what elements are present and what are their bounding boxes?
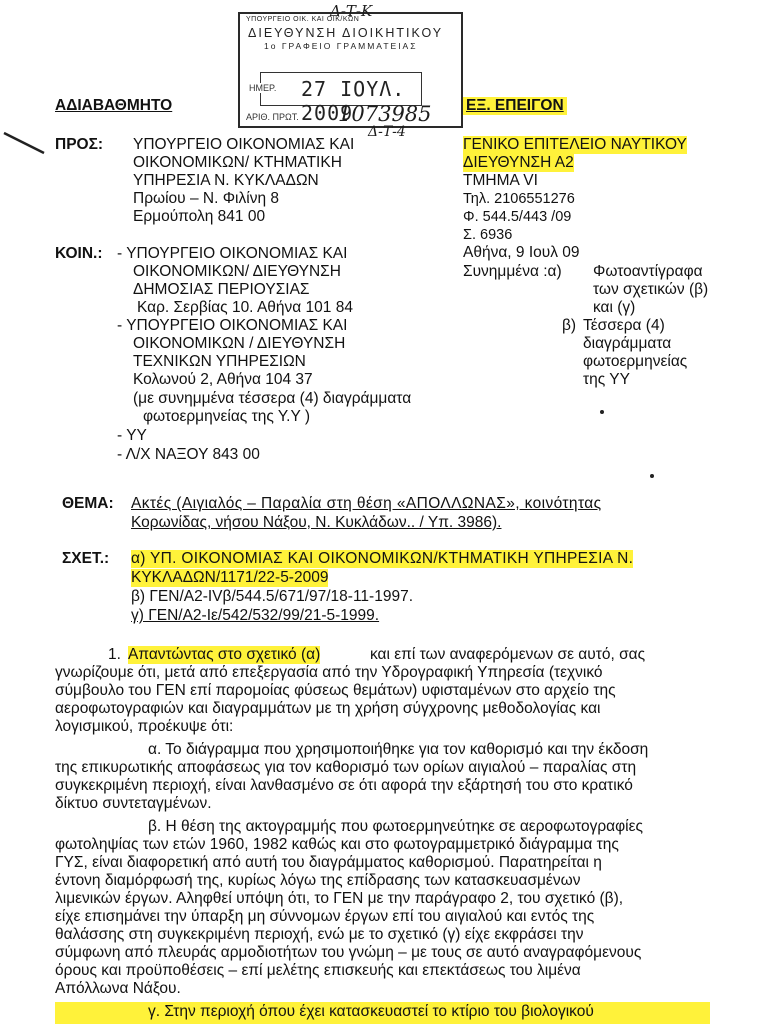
scan-speck (600, 410, 604, 414)
sender-date: Αθήνα, 9 Ιουλ 09 (463, 244, 580, 261)
attachment-b: Τέσσερα (4) (583, 317, 665, 334)
cc-line: - Λ/Χ ΝΑΞΟΥ 843 00 (117, 446, 260, 463)
cc-line: ΔΗΜΟΣΙΑΣ ΠΕΡΙΟΥΣΙΑΣ (133, 281, 310, 298)
paragraph-b-line: είχε επισημάνει την ύπαρξη μη σύννομων έργων επί του αιγιαλού και εντός της (55, 908, 595, 925)
sender-directorate: ΔΙΕΥΘΥΝΣΗ Α2 (463, 154, 574, 171)
cc-line: - ΥΠΟΥΡΓΕΙΟ ΟΙΚΟΝΟΜΙΑΣ ΚΑΙ (117, 245, 348, 262)
paragraph-c-line: γ. Στην περιοχή όπου έχει κατασκευαστεί το κτίριο του βιολογικού (148, 1003, 594, 1020)
to-label: ΠΡΟΣ: (55, 136, 104, 153)
reference-a-cont: ΚΥΚΛΑΔΩΝ/1171/22-5-2009 (131, 569, 329, 586)
cc-line: ΟΙΚΟΝΟΜΙΚΩΝ/ ΔΙΕΥΘΥΝΣΗ (133, 263, 341, 280)
scan-speck (650, 474, 654, 478)
cc-line: (με συνημμένα τέσσερα (4) διαγράμματα (133, 390, 412, 407)
cc-line: φωτοερμηνείας της Υ.Υ ) (143, 408, 311, 425)
reference-b: β) ΓΕΝ/Α2-IVβ/544.5/671/97/18-11-1997. (131, 588, 413, 605)
attachment-b-label: β) (562, 317, 577, 334)
to-line: ΥΠΗΡΕΣΙΑ Ν. ΚΥΚΛΑΔΩΝ (133, 172, 319, 189)
subject-line: Ακτές (Αιγιαλός – Παραλία στη θέση «ΑΠΟΛΛΩΝΑΣ», κοινότητας (131, 495, 602, 512)
attachment-a: των σχετικών (β) (593, 281, 709, 298)
to-line: Ερμούπολη 841 00 (133, 208, 266, 225)
paragraph-1-line: λογισμικού, προέκυψε ότι: (55, 718, 234, 735)
stamp-handwritten-number: 1073985 (338, 102, 432, 126)
paragraph-b-line: φωτοληψίας των ετών 1960, 1982 καθώς και στο φωτογραμμετρικό διάγραμμα της (55, 836, 619, 853)
paragraph-1-highlight: Απαντώντας στο σχετικό (α) (128, 646, 321, 663)
sender-section: ΤΜΗΜΑ VI (463, 172, 538, 189)
reference-a: α) ΥΠ. ΟΙΚΟΝΟΜΙΑΣ ΚΑΙ ΟΙΚΟΝΟΜΙΚΩΝ/ΚΤΗΜΑΤΙΚΗ ΥΠΗΡΕΣΙΑ Ν. (131, 550, 634, 567)
to-line: ΥΠΟΥΡΓΕΙΟ ΟΙΚΟΝΟΜΙΑΣ ΚΑΙ (133, 136, 355, 153)
stamp-date-label: ΗΜΕΡ. (249, 83, 277, 93)
cc-line: ΟΙΚΟΝΟΜΙΚΩΝ / ΔΙΕΥΘΥΝΣΗ (133, 335, 346, 352)
sender-org: ΓΕΝΙΚΟ ΕΠΙΤΕΛΕΙΟ ΝΑΥΤΙΚΟΥ (463, 136, 687, 153)
paragraph-1-line: και επί των αναφερόμενων σε αυτό, σας (370, 646, 646, 663)
paragraph-b-line: Απόλλωνα Νάξου. (55, 980, 181, 997)
attachment-b: φωτοερμηνείας (583, 353, 688, 370)
stamp-handwriting-top: Δ-Τ-Κ (330, 2, 373, 20)
paragraph-number: 1. (108, 646, 121, 663)
cc-line: Κολωνού 2, Αθήνα 104 37 (133, 371, 313, 388)
paragraph-a-line: συγκεκριμένη περιοχή, είναι λανθασμένο σε ότι αφορά την εξάρτησή του στο κρατικό (55, 777, 633, 794)
attachments-label: Συνημμένα :α) (463, 263, 562, 280)
paragraph-b-line: ΓΥΣ, είναι διαφορετική από αυτή του διαγράμματος καθορισμού. Παρατηρείται η (55, 854, 602, 871)
paragraph-b-line: σύμφωνη από πλευράς αρμοδιοτήτων του γνώμη – με τους σε αυτό αναγραφόμενους (55, 944, 642, 961)
to-line: ΟΙΚΟΝΟΜΙΚΩΝ/ ΚΤΗΜΑΤΙΚΗ (133, 154, 342, 171)
stamp-ministry: ΥΠΟΥΡΓΕΙΟ ΟΙΚ. ΚΑΙ ΟΙΚ/ΚΩΝ (246, 16, 360, 23)
stamp-number-label: ΑΡΙΘ. ΠΡΩΤ. (246, 112, 299, 122)
cc-label: ΚΟΙΝ.: (55, 245, 103, 262)
paragraph-b-line: β. Η θέση της ακτογραμμής που φωτοερμηνεύτηκε σε αεροφωτογραφίες (148, 818, 644, 835)
to-line: Πρωίου – Ν. Φιλίνη 8 (133, 190, 279, 207)
cc-line: - ΥΠΟΥΡΓΕΙΟ ΟΙΚΟΝΟΜΙΑΣ ΚΑΙ (117, 317, 348, 334)
classification: ΑΔΙΑΒΑΘΜΗΤΟ (55, 97, 173, 114)
stamp-handwriting-side: Δ-Τ-4 (368, 124, 406, 140)
references-label: ΣΧΕΤ.: (62, 550, 110, 567)
paragraph-1-line: γνωρίζουμε ότι, μετά από επεξεργασία από την Υδρογραφική Υπηρεσία (τεχνικό (55, 664, 603, 681)
attachment-b: της ΥΥ (583, 371, 630, 388)
attachment-a: Φωτοαντίγραφα (593, 263, 703, 280)
paragraph-b-line: όρους και προϋποθέσεις – επί μελέτης επισκευής και επεκτάσεως του λιμένα (55, 962, 581, 979)
subject-line: Κορωνίδας, νήσου Νάξου, Ν. Κυκλάδων.. / Υπ. 3986). (131, 514, 502, 531)
sender-file: Φ. 544.5/443 /09 (463, 209, 572, 225)
paragraph-b-line: έντονη διαμόρφωσή της, κυρίως λόγω της επίδρασης των κατασκευασμένων (55, 872, 581, 889)
cc-line: Καρ. Σερβίας 10. Αθήνα 101 84 (137, 299, 353, 316)
stamp-directorate: ΔΙΕΥΘΥΝΣΗ ΔΙΟΙΚΗΤΙΚΟΥ (248, 26, 444, 40)
stamp-office: 1ο ΓΡΑΦΕΙΟ ΓΡΑΜΜΑΤΕΙΑΣ (264, 41, 418, 51)
reference-c: γ) ΓΕΝ/Α2-Ιε/542/532/99/21-5-1999. (131, 607, 380, 624)
urgency: ΕΞ. ΕΠΕΙΓΟΝ (463, 97, 567, 115)
paragraph-a-line: δίκτυο συντεταγμένων. (55, 795, 212, 812)
paragraph-b-line: λιμενικών έργων. Αληφθεί υπόψη ότι, το ΓΕΝ με την παράγραφο 2, του σχετικό (β), (55, 890, 624, 907)
attachment-a: και (γ) (593, 299, 636, 316)
cc-line: ΤΕΧΝΙΚΩΝ ΥΠΗΡΕΣΙΩΝ (133, 353, 306, 370)
sender-phone: Τηλ. 2106551276 (463, 191, 575, 207)
sender-sigma: Σ. 6936 (463, 227, 513, 243)
paragraph-a-line: α. Το διάγραμμα που χρησιμοποιήθηκε για τον καθορισμό και την έκδοση (148, 741, 649, 758)
paragraph-1-line: αεροφωτογραφιών και διαγραμμάτων με τη χρήση σύγχρονης μεθοδολογίας και (55, 700, 601, 717)
paragraph-1-line: σύμβουλο του ΓΕΝ επί παρομοίας φύσεως θεμάτων) υφισταμένων στο αρχείο της (55, 682, 616, 699)
paragraph-a-line: της επικυρωτικής αποφάσεως για τον καθορισμό των ορίων αιγιαλού – παραλίας στη (55, 759, 637, 776)
subject-label: ΘΕΜΑ: (62, 495, 114, 512)
attachment-b: διαγράμματα (583, 335, 672, 352)
stamp-date: 27 ΙΟΥΛ. 2009 (301, 77, 406, 125)
cc-line: - ΥΥ (117, 427, 147, 444)
pen-mark (0, 125, 50, 165)
paragraph-b-line: θαλάσσης στη συγκεκριμένη περιοχή, ενώ με το σχετικό (γ) είχε εκφράσει την (55, 926, 584, 943)
